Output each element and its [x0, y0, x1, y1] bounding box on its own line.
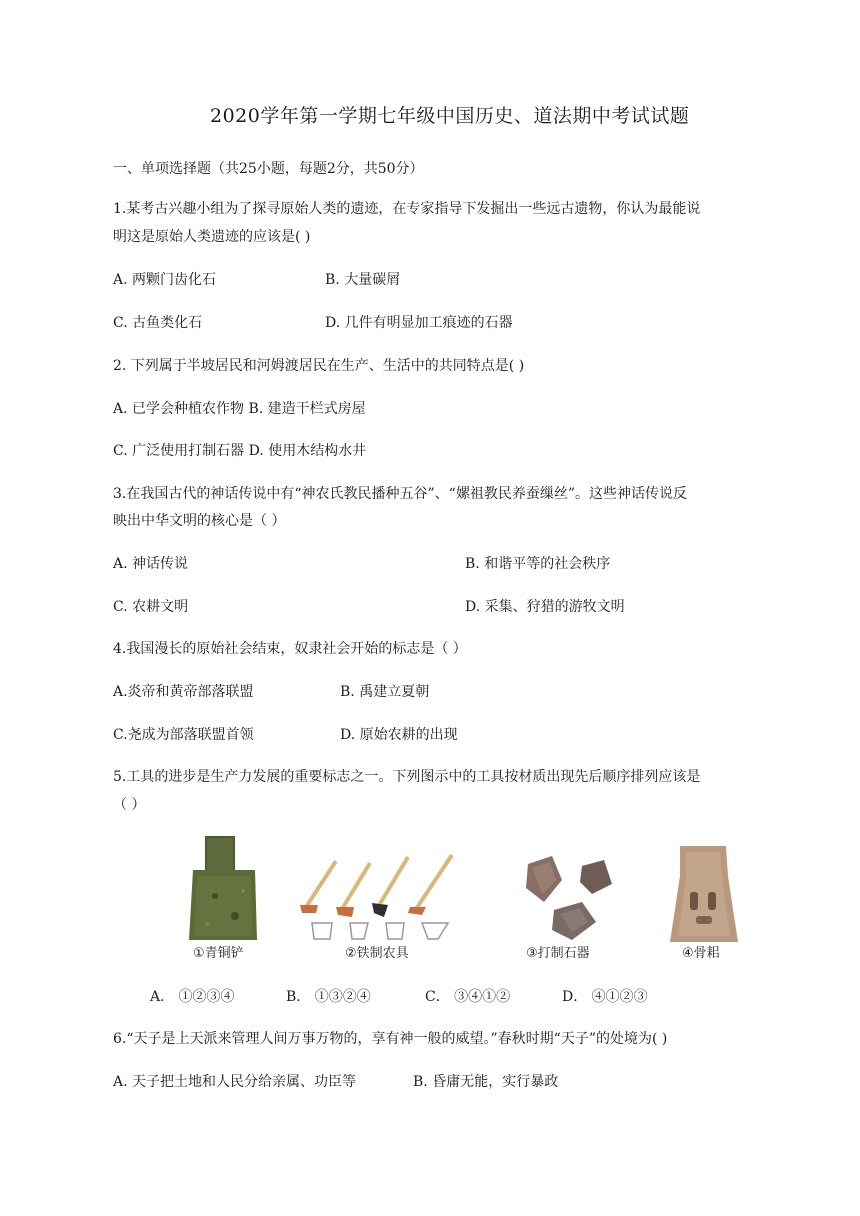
figure-caption-1: ①青铜铲: [193, 946, 244, 961]
question-6-option-a: A. 天子把土地和人民分给亲属、功臣等: [113, 1074, 357, 1090]
question-1-option-a: A. 两颗门齿化石: [113, 272, 217, 288]
figure-caption-2: ②铁制农具: [345, 946, 409, 961]
question-3-option-a: A. 神话传说: [113, 556, 189, 572]
section-heading: 一、单项选择题（共25小题，每题2分，共50分）: [113, 161, 424, 177]
question-3-stem-line-2: 映出中华文明的核心是（ ）: [113, 513, 286, 529]
question-2-options-ab: A. 已学会种植农作物 B. 建造干栏式房屋: [113, 401, 366, 417]
figure-caption-4: ④骨耜: [682, 946, 720, 961]
question-4-option-d: D. 原始农耕的出现: [340, 727, 458, 743]
question-5-option-c: C． ③④①②: [425, 989, 511, 1005]
question-3-stem-line-1: 3.在我国古代的神话传说中有“神农氏教民播种五谷”、“嫘祖教民养蚕缫丝”。这些神话传说反: [113, 486, 687, 502]
bronze-shovel-image: [185, 836, 265, 940]
question-5-option-d: D． ④①②③: [562, 989, 648, 1005]
question-6-stem: 6.“天子是上天派来管理人间万事万物的，享有神一般的威望。”春秋时期“天子”的处境为( ): [113, 1031, 668, 1047]
iron-tools-image: [298, 847, 460, 947]
bone-spade-image: [666, 846, 742, 942]
question-4-stem: 4.我国漫长的原始社会结束，奴隶社会开始的标志是（ ）: [113, 641, 467, 657]
question-5-option-a: A． ①②③④: [150, 989, 235, 1005]
question-2-options-cd: C. 广泛使用打制石器 D. 使用木结构水井: [113, 443, 367, 459]
question-3-option-c: C. 农耕文明: [113, 599, 189, 615]
question-3-option-b: B. 和谐平等的社会秩序: [465, 556, 611, 572]
figure-caption-3: ③打制石器: [526, 946, 590, 961]
page-title: 2020学年第一学期七年级中国历史、道法期中考试试题: [210, 105, 690, 127]
question-4-option-b: B. 禹建立夏朝: [340, 684, 430, 700]
question-1-option-c: C. 古鱼类化石: [113, 315, 203, 331]
chipped-stones-image: [522, 852, 622, 942]
question-5-option-b: B． ①③②④: [286, 989, 371, 1005]
question-3-option-d: D. 采集、狩猎的游牧文明: [465, 599, 625, 615]
question-1-stem-line-1: 1.某考古兴趣小组为了探寻原始人类的遗迹，在专家指导下发掘出一些远古遗物，你认为最能说: [113, 201, 701, 217]
question-2-stem: 2. 下列属于半坡居民和河姆渡居民在生产、生活中的共同特点是( ): [113, 358, 525, 374]
question-1-option-d: D. 几件有明显加工痕迹的石器: [325, 315, 513, 331]
question-5-stem-line-1: 5.工具的进步是生产力发展的重要标志之一。下列图示中的工具按材质出现先后顺序排列应该是: [113, 769, 701, 785]
question-1-stem-line-2: 明这是原始人类遗迹的应该是( ): [113, 229, 311, 245]
question-4-option-c: C.尧成为部落联盟首领: [113, 727, 254, 743]
question-4-option-a: A.炎帝和黄帝部落联盟: [113, 684, 254, 700]
question-6-option-b: B. 昏庸无能，实行暴政: [413, 1074, 559, 1090]
question-5-stem-line-2: （ ）: [113, 797, 146, 813]
question-1-option-b: B. 大量碳屑: [325, 272, 401, 288]
